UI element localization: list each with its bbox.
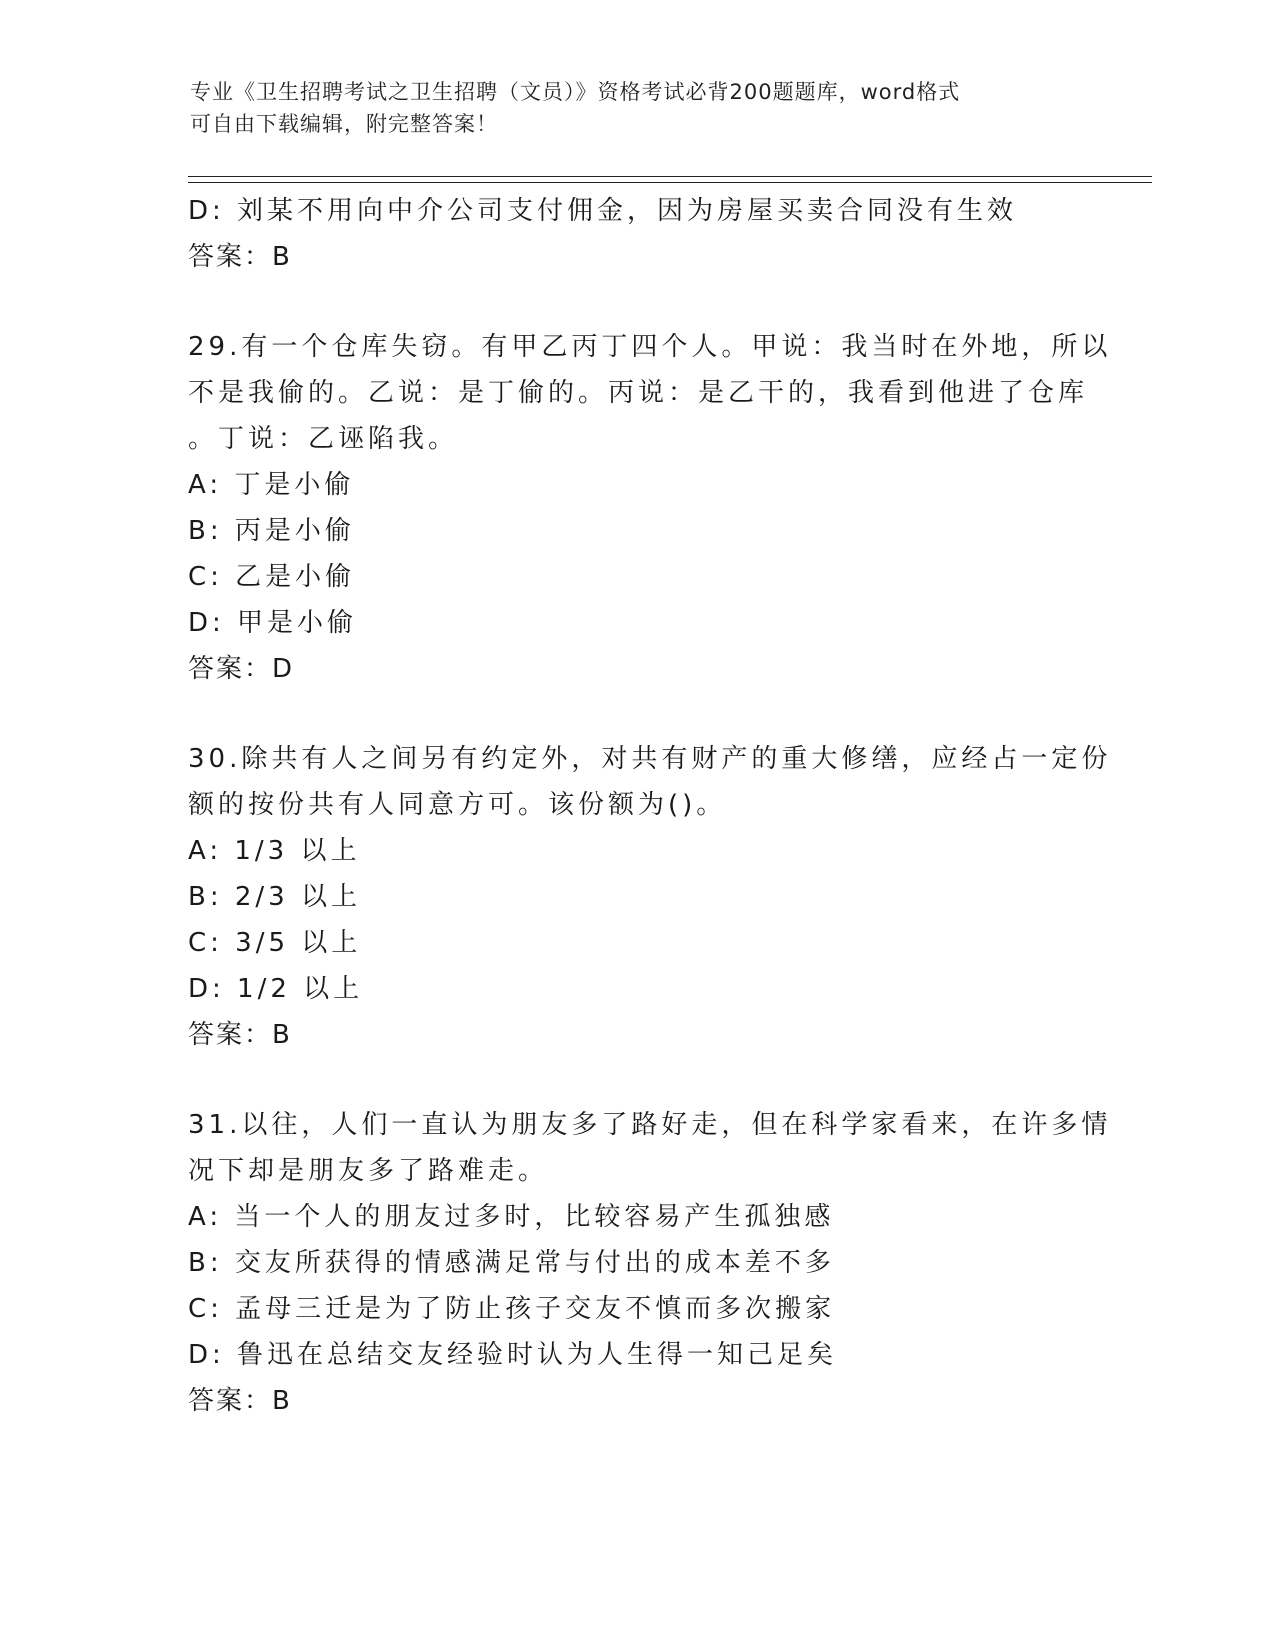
question-30 — [188, 736, 1112, 1058]
spacer — [188, 1058, 1088, 1102]
option-d: D: 1/2 以上 — [188, 974, 364, 1004]
spacer — [188, 280, 1088, 324]
question-stem-line: 。丁说：乙诬陷我。 — [188, 424, 459, 454]
option-b: B: 交友所获得的情感满足常与付出的成本差不多 — [188, 1248, 835, 1278]
option-a: A: 丁是小偷 — [188, 470, 355, 500]
question-stem-line: 况下却是朋友多了路难走。 — [188, 1156, 549, 1186]
document-header — [190, 76, 1080, 140]
option-c: C: 乙是小偷 — [188, 562, 356, 592]
answer-line: 答案：B — [188, 242, 292, 272]
option-d: D: 甲是小偷 — [188, 608, 358, 638]
header-line-1: 专业《卫生招聘考试之卫生招聘（文员）》资格考试必背200题题库，word格式 — [190, 80, 961, 104]
option-c: C: 孟母三迁是为了防止孩子交友不慎而多次搬家 — [188, 1294, 836, 1324]
question-stem-line: 29.有一个仓库失窃。有甲乙丙丁四个人。甲说：我当时在外地，所以 — [188, 332, 1112, 362]
header-divider-bottom — [188, 182, 1152, 183]
option-d: D: 鲁迅在总结交友经验时认为人生得一知己足矣 — [188, 1340, 838, 1370]
option-b: B: 2/3 以上 — [188, 882, 361, 912]
spacer — [188, 692, 1088, 736]
answer-line: 答案：B — [188, 1386, 292, 1416]
question-stem-line: 30.除共有人之间另有约定外，对共有财产的重大修缮，应经占一定份 — [188, 744, 1112, 774]
header-divider-top — [188, 176, 1152, 177]
question-content — [188, 188, 1112, 1424]
question-stem-line: 不是我偷的。乙说：是丁偷的。丙说：是乙干的，我看到他进了仓库 — [188, 378, 1089, 408]
option-a: A: 当一个人的朋友过多时，比较容易产生孤独感 — [188, 1202, 835, 1232]
previous-question — [188, 188, 1088, 280]
option-d: D: 刘某不用向中介公司支付佣金，因为房屋买卖合同没有生效 — [188, 196, 1018, 226]
question-stem-line: 31.以往，人们一直认为朋友多了路好走，但在科学家看来，在许多情 — [188, 1110, 1112, 1140]
option-c: C: 3/5 以上 — [188, 928, 362, 958]
answer-line: 答案：D — [188, 654, 295, 684]
question-31 — [188, 1102, 1112, 1424]
answer-line: 答案：B — [188, 1020, 292, 1050]
header-line-2: 可自由下载编辑，附完整答案！ — [190, 112, 498, 136]
question-stem-line: 额的按份共有人同意方可。该份额为()。 — [188, 790, 727, 820]
question-29 — [188, 324, 1112, 692]
option-b: B: 丙是小偷 — [188, 516, 355, 546]
option-a: A: 1/3 以上 — [188, 836, 361, 866]
